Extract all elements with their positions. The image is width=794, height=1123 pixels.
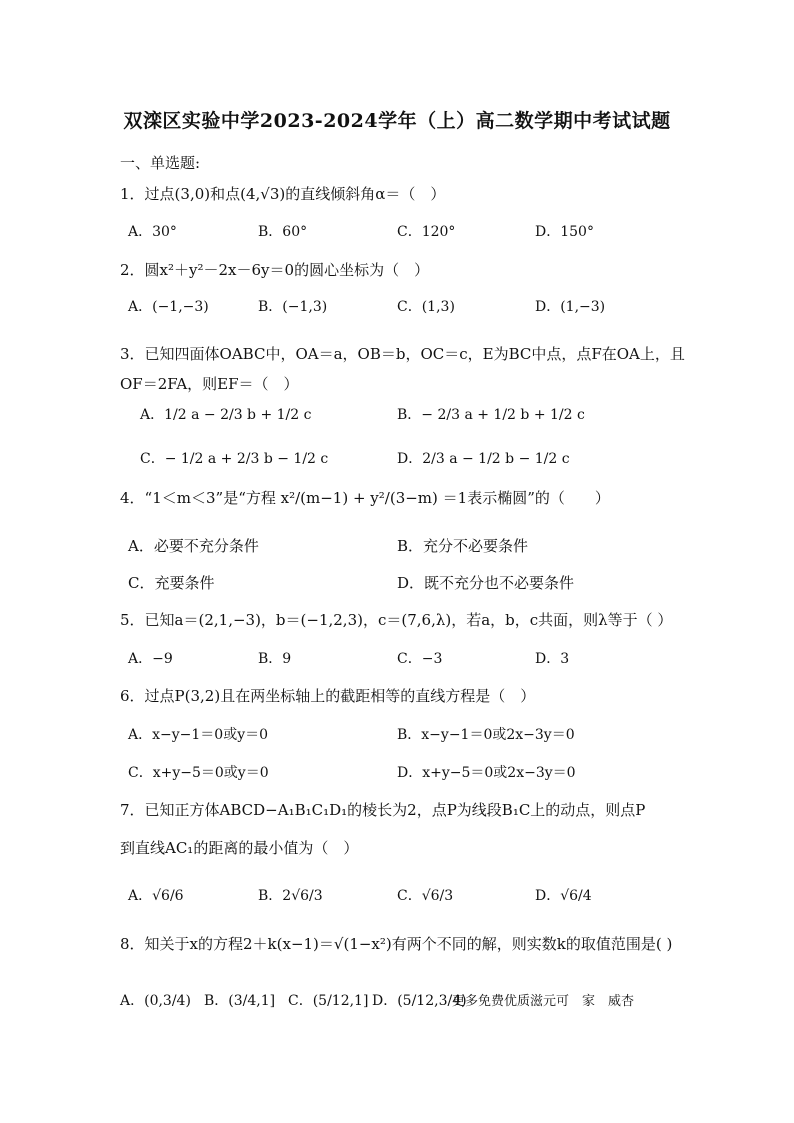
q6-option-c: C．x+y−5＝0或y＝0 (128, 765, 269, 781)
q1-option-b: B．60° (258, 224, 308, 240)
q3-option-a: A．1/2 a − 2/3 b + 1/2 c (140, 407, 312, 423)
question-7-stem-line2: 到直线AC₁的距离的最小值为（ ） (120, 839, 359, 857)
question-8-stem: 8．知关于x的方程2＋k(x−1)＝√(1−x²)有两个不同的解，则实数k的取值范围是( ) (120, 935, 673, 953)
question-1-stem: 1．过点(3,0)和点(4,√3)的直线倾斜角α＝（ ） (120, 185, 446, 203)
q7-option-a: A．√6/6 (128, 888, 184, 904)
q5-option-a: A．−9 (128, 651, 173, 667)
q2-option-d: D．(1,−3) (535, 299, 606, 315)
q2-option-b: B．(−1,3) (258, 299, 328, 315)
q6-option-b: B．x−y−1＝0或2x−3y＝0 (397, 727, 575, 743)
q1-option-c: C．120° (397, 224, 456, 240)
q8-option-b: B．(3/4,1] (204, 993, 276, 1009)
question-5-stem: 5．已知a＝(2,1,−3)，b＝(−1,2,3)，c＝(7,6,λ)，若a，b，c共面，则λ等于（ ） (120, 611, 673, 629)
q4-option-b: B．充分不必要条件 (397, 537, 529, 555)
question-3-stem-line2: OF＝2FA，则EF＝（ ） (120, 375, 299, 393)
q7-option-c: C．√6/3 (397, 888, 454, 904)
q7-option-d: D．√6/4 (535, 888, 592, 904)
question-2-stem: 2．圆x²＋y²－2x－6y＝0的圆心坐标为（ ） (120, 261, 430, 279)
q4-option-d: D．既不充分也不必要条件 (397, 574, 575, 592)
q1-option-a: A．30° (128, 224, 177, 240)
exam-title: 双滦区实验中学2023-2024学年（上）高二数学期中考试试题 (123, 110, 671, 132)
section-heading: 一、单选题: (120, 154, 201, 172)
q5-option-b: B．9 (258, 651, 292, 667)
q2-option-c: C．(1,3) (397, 299, 455, 315)
q5-option-c: C．−3 (397, 651, 443, 667)
q8-option-a: A．(0,3/4) (120, 993, 191, 1009)
q2-option-a: A．(−1,−3) (128, 299, 209, 315)
promo-footer-text: 更多免费优质滋元可 家 威杏 (452, 994, 635, 1009)
question-6-stem: 6．过点P(3,2)且在两坐标轴上的截距相等的直线方程是（ ） (120, 687, 536, 705)
question-4-stem: 4．“1＜m＜3”是“方程 x²/(m−1) + y²/(3−m) ＝1表示椭圆”的（ ） (120, 489, 610, 507)
q8-option-c: C．(5/12,1] (288, 993, 369, 1009)
q6-option-d: D．x+y−5＝0或2x−3y＝0 (397, 765, 576, 781)
q7-option-b: B．2√6/3 (258, 888, 323, 904)
q3-option-d: D．2/3 a − 1/2 b − 1/2 c (397, 451, 570, 467)
question-7-stem-line1: 7．已知正方体ABCD−A₁B₁C₁D₁的棱长为2，点P为线段B₁C上的动点，则点P (120, 801, 646, 819)
q6-option-a: A．x−y−1＝0或y＝0 (128, 727, 269, 743)
q5-option-d: D．3 (535, 651, 570, 667)
q3-option-b: B．− 2/3 a + 1/2 b + 1/2 c (397, 407, 585, 423)
q3-option-c: C．− 1/2 a + 2/3 b − 1/2 c (140, 451, 329, 467)
question-3-stem-line1: 3．已知四面体OABC中，OA＝a，OB＝b，OC＝c，E为BC中点，点F在OA上，且 (120, 345, 685, 363)
q1-option-d: D．150° (535, 224, 594, 240)
q8-option-d: D．(5/12,3/4) (372, 993, 467, 1009)
q4-option-c: C．充要条件 (128, 574, 215, 592)
q4-option-a: A．必要不充分条件 (128, 537, 259, 555)
